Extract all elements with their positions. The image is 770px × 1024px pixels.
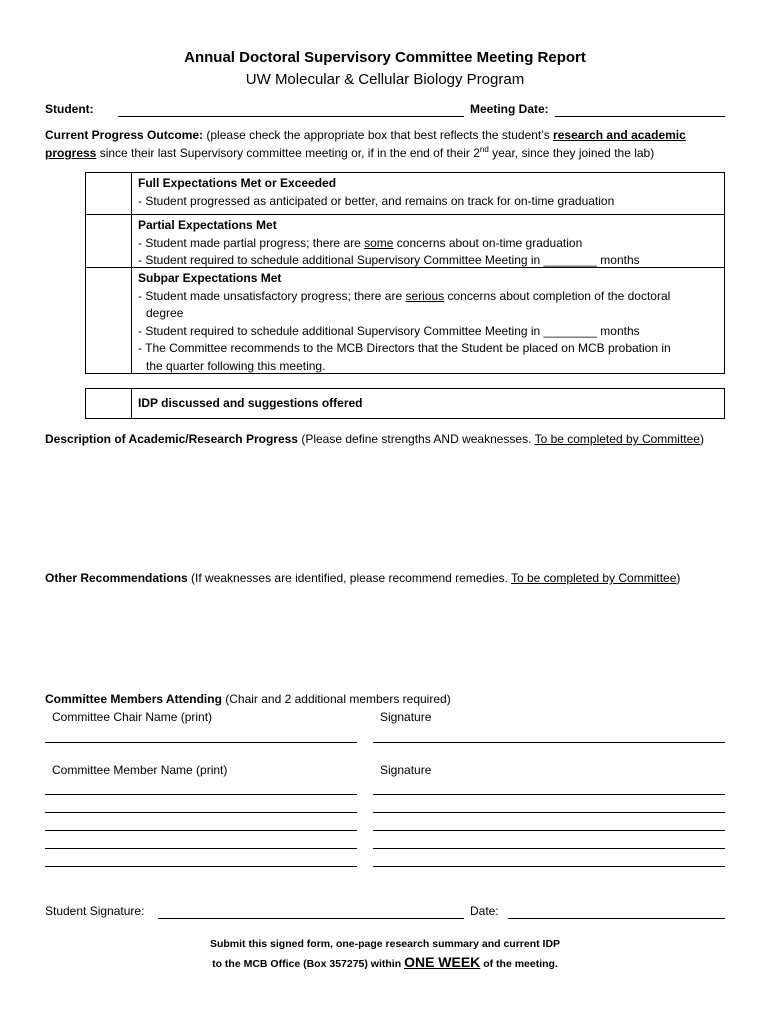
outcome-table	[85, 172, 725, 374]
recommendations-heading: Other Recommendations (If weaknesses are identified, please recommend remedies. To be completed by Committee)	[45, 571, 681, 585]
progress-instructions-line1: Current Progress Outcome: (please check the appropriate box that best reflects the student’s research and academic	[45, 128, 686, 142]
student-label: Student:	[45, 102, 94, 116]
recommendations-area[interactable]	[45, 591, 725, 686]
footer-instructions-line1: Submit this signed form, one-page research summary and current IDP	[209, 938, 561, 950]
member-name-line[interactable]	[45, 848, 357, 849]
student-name-line[interactable]	[118, 116, 464, 117]
outcome-text-full: Full Expectations Met or Exceeded - Student progressed as anticipated or better, and remains on track for on-time graduation	[138, 176, 615, 208]
description-heading: Description of Academic/Research Progress (Please define strengths AND weaknesses. To be completed by Committee)	[45, 432, 704, 446]
chair-signature-label: Signature	[380, 710, 432, 724]
member-signature-line[interactable]	[373, 866, 725, 867]
committee-heading: Committee Members Attending (Chair and 2 additional members required)	[45, 692, 451, 706]
idp-checkbox[interactable]	[86, 389, 132, 418]
chair-name-line[interactable]	[45, 742, 357, 743]
member-name-label: Committee Member Name (print)	[52, 763, 228, 777]
form-title: Annual Doctoral Supervisory Committee Meeting Report	[184, 49, 586, 66]
signature-date-label: Date:	[470, 904, 499, 918]
outcome-row-partial	[86, 214, 724, 267]
member-name-line[interactable]	[45, 866, 357, 867]
student-signature-line[interactable]	[158, 918, 464, 919]
outcome-checkbox-full[interactable]	[86, 173, 132, 214]
member-signature-label: Signature	[380, 763, 432, 777]
idp-label: IDP discussed and suggestions offered	[138, 396, 363, 410]
student-signature-label: Student Signature:	[45, 904, 145, 918]
chair-name-label: Committee Chair Name (print)	[52, 710, 213, 724]
outcome-checkbox-partial[interactable]	[86, 215, 132, 267]
member-name-line[interactable]	[45, 794, 357, 795]
progress-label: Current Progress Outcome:	[45, 128, 204, 142]
outcome-row-subpar	[86, 267, 724, 373]
member-signature-line[interactable]	[373, 794, 725, 795]
chair-signature-line[interactable]	[373, 742, 725, 743]
outcome-text-subpar: Subpar Expectations Met - Student made unsatisfactory progress; there are serious concerns about completion of the doctoral degree - Student required to schedule additional Supervisory Committee Meeting in ________ months - The Committee recommends to the MCB Directors that the Student be placed on MCB probation in the quarter following this meeting.	[138, 271, 671, 373]
outcome-checkbox-subpar[interactable]	[86, 268, 132, 373]
form-subtitle: UW Molecular & Cellular Biology Program	[245, 71, 525, 88]
outcome-text-partial: Partial Expectations Met - Student made partial progress; there are some concerns about on-time graduation - Student required to schedule additional Supervisory Committee Meeting in ________ months	[138, 218, 640, 267]
member-signature-line[interactable]	[373, 830, 725, 831]
footer-instructions-line2: to the MCB Office (Box 357275) within ONE WEEK of the meeting.	[212, 954, 558, 970]
idp-row	[86, 389, 724, 418]
signature-date-line[interactable]	[508, 918, 725, 919]
member-name-line[interactable]	[45, 830, 357, 831]
progress-instructions-line2: progress since their last Supervisory committee meeting or, if in the end of their 2nd year, since they joined the lab)	[45, 145, 655, 160]
meeting-date-label: Meeting Date:	[470, 102, 549, 116]
member-signature-line[interactable]	[373, 848, 725, 849]
meeting-date-line[interactable]	[555, 116, 725, 117]
outcome-row-full	[86, 173, 724, 214]
description-area[interactable]	[45, 452, 725, 562]
idp-table	[85, 388, 725, 419]
deadline-emphasis: ONE WEEK	[404, 954, 481, 970]
member-name-line[interactable]	[45, 812, 357, 813]
member-signature-line[interactable]	[373, 812, 725, 813]
